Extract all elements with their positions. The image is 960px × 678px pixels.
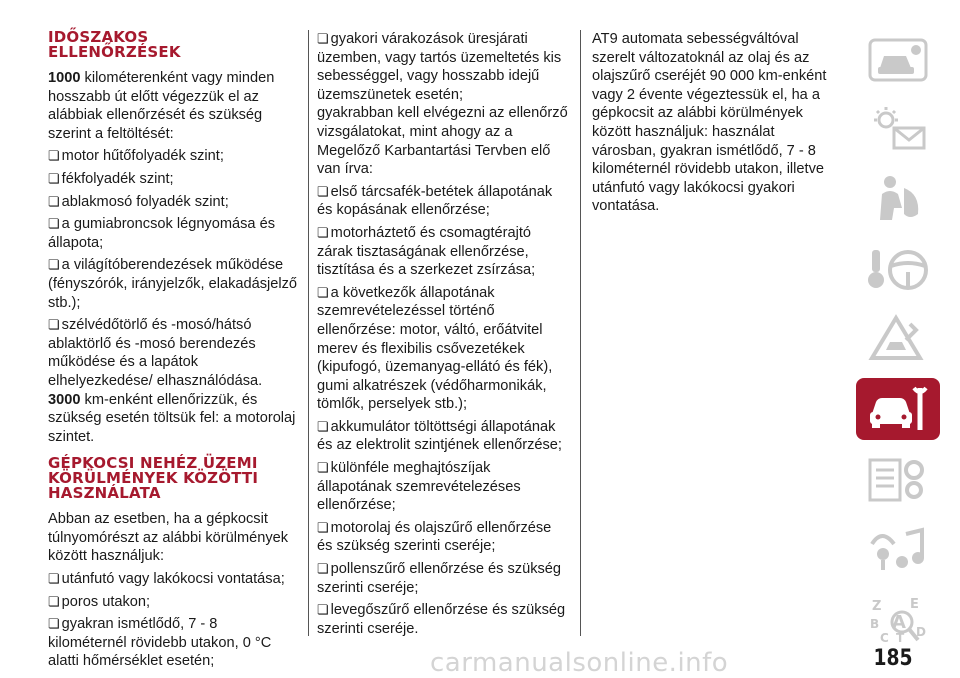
tab-technical-data[interactable]	[856, 448, 940, 510]
page-number: 185	[873, 646, 913, 671]
list-item: ❏ motorolaj és olajszűrő ellenőrzése és szükség szerinti cseréje;	[317, 519, 569, 556]
index-icon	[866, 594, 930, 644]
list-item: ❏ utánfutó vagy lakókocsi vontatása;	[48, 570, 300, 589]
car-info-icon	[866, 34, 930, 84]
column-2	[317, 30, 569, 642]
section-heading-heavy-duty: GÉPKOCSI NEHÉZ ÜZEMI KÖRÜLMÉNYEK KÖZÖTTI HASZNÁLATA	[48, 454, 259, 503]
list-item: ❏ első tárcsafék-betétek állapotának és kopásának ellenőrzése;	[317, 183, 569, 220]
starting-driving-icon	[866, 244, 930, 294]
paragraph-at9-gearbox: AT9 automata sebességváltóval szerelt változatoknál az olaj és az olajszűrő cseréjét 90 000 km-enként vagy 2 évente végeztessük el, ha a gépkocsit az alábbi körülmények között használjuk: használat városban, gyakran ismétlődő, 7 - 8 kilométernél rövidebb utakon, illetve utánfutó vagy lakókocsi gyakori vontatása.	[592, 31, 827, 215]
emergency-icon	[866, 314, 930, 364]
tab-safety[interactable]	[856, 168, 940, 230]
svg-text:D: D	[916, 625, 926, 639]
tab-multimedia[interactable]	[856, 518, 940, 580]
watermark: carmanualsonline.info	[430, 648, 729, 678]
technical-data-icon	[866, 454, 930, 504]
section-heading-periodic-checks: IDŐSZAKOS ELLENŐRZÉSEK	[48, 28, 181, 61]
list-item: ❏ a következők állapotának szemrevételezéssel történő ellenőrzése: motor, váltó, erőátvitel merev és flexibilis csővezetékek (kipufogó, üzemanyag-ellátó és fék), gumi alkatrészek (védőharmonikák, tömlők, perselyek stb.);	[317, 284, 569, 414]
column-divider	[308, 30, 309, 636]
list-item: ❏ különféle meghajtószíjak állapotának szemrevételezéses ellenőrzése;	[317, 459, 569, 515]
paragraph-more-frequent-checks: gyakrabban kell elvégezni az ellenőrző vizsgálatokat, mint ahogy az a Megelőző Karbantartási Tervben elő van írva:	[317, 105, 568, 178]
list-item: ❏ akkumulátor töltöttségi állapotának és az elektrolit szintjének ellenőrzése;	[317, 418, 569, 455]
tab-car-info[interactable]	[856, 28, 940, 90]
list-item: ❏ levegőszűrő ellenőrzése és szükség szerinti cseréje.	[317, 601, 569, 638]
list-item: ❏ szélvédőtörlő és -mosó/hátsó ablaktörlő és -mosó berendezés működése és a lapátok elhelyezkedése/ elhasználódása.	[48, 316, 300, 390]
maintenance-icon	[866, 384, 930, 434]
list-item: ❏ poros utakon;	[48, 593, 300, 612]
list-item: ❏ pollenszűrő ellenőrzése és szükség szerinti cseréje;	[317, 560, 569, 597]
column-3	[592, 30, 838, 220]
column-divider	[580, 30, 581, 636]
tab-emergency[interactable]	[856, 308, 940, 370]
column-1	[48, 30, 300, 675]
tab-index[interactable]	[856, 588, 940, 650]
list-item: ❏ gyakran ismétlődő, 7 - 8 kilométernél rövidebb utakon, 0 °C alatti hőmérséklet esetén;	[48, 615, 300, 671]
svg-text:E: E	[910, 597, 919, 612]
paragraph-1000-km: 1000 kilométerenként vagy minden hosszabb út előtt végezzük el az alábbiak ellenőrzését és szükség szerint a feltöltését:	[48, 70, 275, 142]
list-item: ❏ a világítóberendezések működése (fényszórók, irányjelzők, elakadásjelző stb.);	[48, 256, 300, 312]
svg-text:B: B	[870, 617, 880, 631]
list-item: ❏ gyakori várakozások üresjárati üzemben, vagy tartós üzemeltetés kis sebességgel, vagy hosszabb idejű üzemszünetek esetén;	[317, 30, 569, 104]
multimedia-icon	[866, 524, 930, 574]
list-item: ❏ a gumiabroncsok légnyomása és állapota;	[48, 215, 300, 252]
svg-text:T: T	[896, 631, 905, 644]
paragraph-3000-km: 3000 km-enként ellenőrizzük, és szükség esetén töltsük fel: a motorolaj szintet.	[48, 391, 296, 445]
tab-warning-lights[interactable]	[856, 98, 940, 160]
svg-text:Z: Z	[872, 599, 882, 614]
svg-text:C: C	[880, 631, 889, 644]
list-item: ❏ motorháztető és csomagtérajtó zárak tisztaságának ellenőrzése, tisztítása és a szerkezet zsírzása;	[317, 224, 569, 280]
tab-maintenance[interactable]	[856, 378, 940, 440]
paragraph-heavy-duty-intro: Abban az esetben, ha a gépkocsit túlnyomórészt az alábbi körülmények között használjuk:	[48, 511, 289, 565]
warning-lights-icon	[866, 104, 930, 154]
list-item: ❏ motor hűtőfolyadék szint;	[48, 147, 300, 166]
safety-icon	[866, 174, 930, 224]
svg-text:A: A	[892, 612, 906, 633]
tab-starting-driving[interactable]	[856, 238, 940, 300]
list-item: ❏ ablakmosó folyadék szint;	[48, 193, 300, 212]
chapter-sidebar	[856, 28, 940, 658]
list-item: ❏ fékfolyadék szint;	[48, 170, 300, 189]
